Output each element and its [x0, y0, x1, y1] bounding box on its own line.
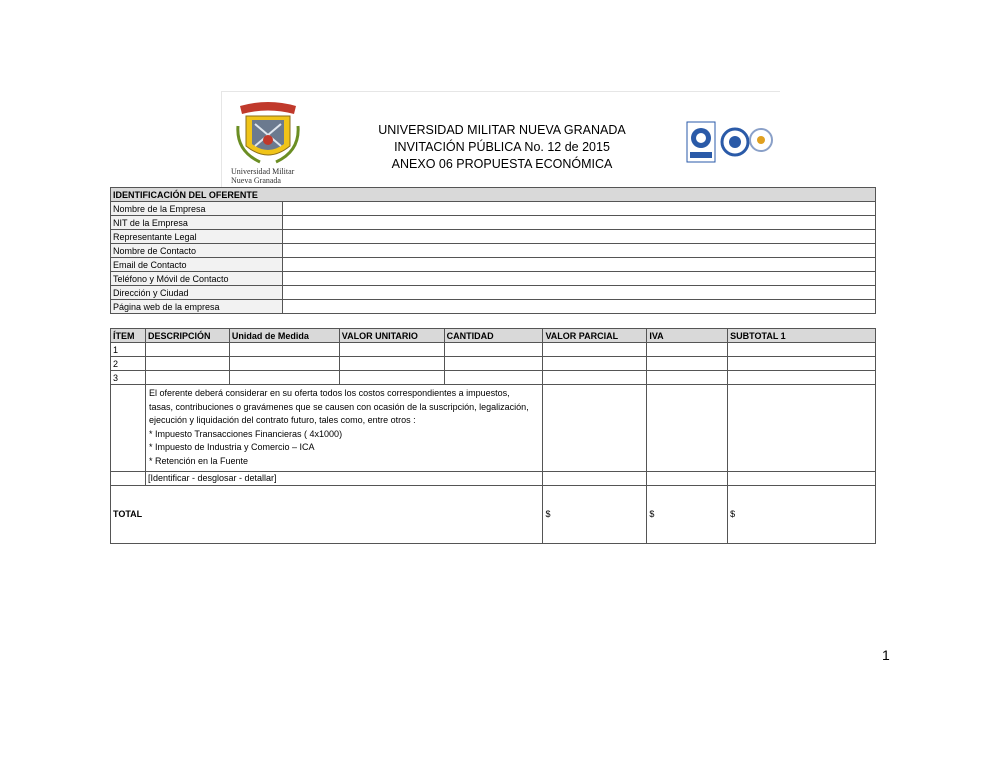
description-cell[interactable] [145, 357, 229, 371]
identification-label: NIT de la Empresa [111, 216, 283, 230]
column-header-unit-value: VALOR UNITARIO [339, 329, 444, 343]
item-number: 2 [111, 357, 146, 371]
empty-cell [111, 385, 146, 472]
iva-cell[interactable] [647, 371, 728, 385]
iva-cell[interactable] [647, 385, 728, 472]
total-label: TOTAL [111, 485, 543, 543]
identification-label: Email de Contacto [111, 258, 283, 272]
table-row [111, 371, 876, 385]
identification-value-field[interactable] [283, 272, 876, 286]
unit-value-cell[interactable] [339, 343, 444, 357]
table-row [111, 357, 876, 371]
logo-text-line-1: Universidad Militar [231, 167, 295, 176]
unit-cell[interactable] [229, 357, 339, 371]
identification-value-field[interactable] [283, 202, 876, 216]
tax-note [145, 385, 543, 472]
identification-value-field[interactable] [283, 244, 876, 258]
quantity-cell[interactable] [444, 357, 543, 371]
document-title [342, 122, 662, 173]
title-line-2: INVITACIÓN PÚBLICA No. 12 de 2015 [394, 140, 610, 154]
subtotal-cell[interactable] [728, 357, 876, 371]
table-row [111, 343, 876, 357]
title-line-1: UNIVERSIDAD MILITAR NUEVA GRANADA [378, 123, 626, 137]
subtotal-cell[interactable] [728, 385, 876, 472]
identification-row [111, 258, 876, 272]
document-header [221, 91, 780, 188]
description-cell[interactable] [145, 343, 229, 357]
total-row [111, 485, 876, 543]
identification-row [111, 244, 876, 258]
identification-value-field[interactable] [283, 230, 876, 244]
identification-row [111, 216, 876, 230]
identification-label: Teléfono y Móvil de Contacto [111, 272, 283, 286]
identify-instruction: [Identificar - desglosar - detallar] [145, 471, 543, 485]
column-header-partial-value: VALOR PARCIAL [543, 329, 647, 343]
partial-value-cell[interactable] [543, 357, 647, 371]
unit-cell[interactable] [229, 343, 339, 357]
identify-row [111, 471, 876, 485]
description-cell[interactable] [145, 371, 229, 385]
identification-value-field[interactable] [283, 286, 876, 300]
column-header-iva: IVA [647, 329, 728, 343]
identification-row [111, 272, 876, 286]
identification-row [111, 286, 876, 300]
unit-value-cell[interactable] [339, 357, 444, 371]
column-header-description: DESCRIPCIÓN [145, 329, 229, 343]
tax-note-line: El oferente deberá considerar en su oferta todos los costos correspondientes a impuestos, [148, 388, 510, 398]
empty-cell [111, 471, 146, 485]
identification-label: Página web de la empresa [111, 300, 283, 314]
tax-note-line: * Impuesto de Industria y Comercio – ICA [148, 442, 315, 453]
identification-label: Nombre de la Empresa [111, 202, 283, 216]
economic-proposal-table [110, 328, 876, 544]
partial-value-cell[interactable] [543, 371, 647, 385]
identification-label: Representante Legal [111, 230, 283, 244]
identification-label: Dirección y Ciudad [111, 286, 283, 300]
tax-note-line: * Retención en la Fuente [148, 455, 249, 466]
subtotal-cell[interactable] [728, 343, 876, 357]
identification-row [111, 202, 876, 216]
tax-note-row [111, 385, 876, 472]
total-partial-value[interactable]: $ [543, 485, 647, 543]
identification-value-field[interactable] [283, 300, 876, 314]
oferente-identification-table [110, 187, 876, 314]
subtotal-cell[interactable] [728, 371, 876, 385]
tax-note-line: tasas, contribuciones o gravámenes que se causen con ocasión de la suscripción, legalización, [148, 401, 529, 412]
title-line-3: ANEXO 06 PROPUESTA ECONÓMICA [391, 157, 613, 171]
item-number: 1 [111, 343, 146, 357]
column-header-quantity: CANTIDAD [444, 329, 543, 343]
items-header-row [111, 329, 876, 343]
total-subtotal[interactable]: $ [728, 485, 876, 543]
column-header-unit: Unidad de Medida [229, 329, 339, 343]
subtotal-cell[interactable] [728, 471, 876, 485]
unit-value-cell[interactable] [339, 371, 444, 385]
identification-row [111, 230, 876, 244]
identification-label: Nombre de Contacto [111, 244, 283, 258]
identification-value-field[interactable] [283, 258, 876, 272]
column-header-subtotal: SUBTOTAL 1 [728, 329, 876, 343]
quantity-cell[interactable] [444, 343, 543, 357]
identification-value-field[interactable] [283, 216, 876, 230]
quantity-cell[interactable] [444, 371, 543, 385]
certification-logos-icon [685, 120, 775, 165]
logo-text [231, 167, 294, 185]
iva-cell[interactable] [647, 357, 728, 371]
iva-cell[interactable] [647, 471, 728, 485]
tax-note-line: ejecución y liquidación del contrato futuro, tales como, entre otros : [148, 415, 416, 426]
partial-value-cell[interactable] [543, 385, 647, 472]
total-iva[interactable]: $ [647, 485, 728, 543]
tax-note-line: * Impuesto Transacciones Financieras ( 4x1000) [148, 428, 343, 439]
identification-heading: IDENTIFICACIÓN DEL OFERENTE [111, 188, 876, 202]
partial-value-cell[interactable] [543, 471, 647, 485]
partial-value-cell[interactable] [543, 343, 647, 357]
item-number: 3 [111, 371, 146, 385]
iva-cell[interactable] [647, 343, 728, 357]
page-number: 1 [882, 647, 890, 663]
column-header-item: ÍTEM [111, 329, 146, 343]
identification-row [111, 300, 876, 314]
logo-text-line-2: Nueva Granada [231, 176, 281, 185]
identification-header-row [111, 188, 876, 202]
unit-cell[interactable] [229, 371, 339, 385]
